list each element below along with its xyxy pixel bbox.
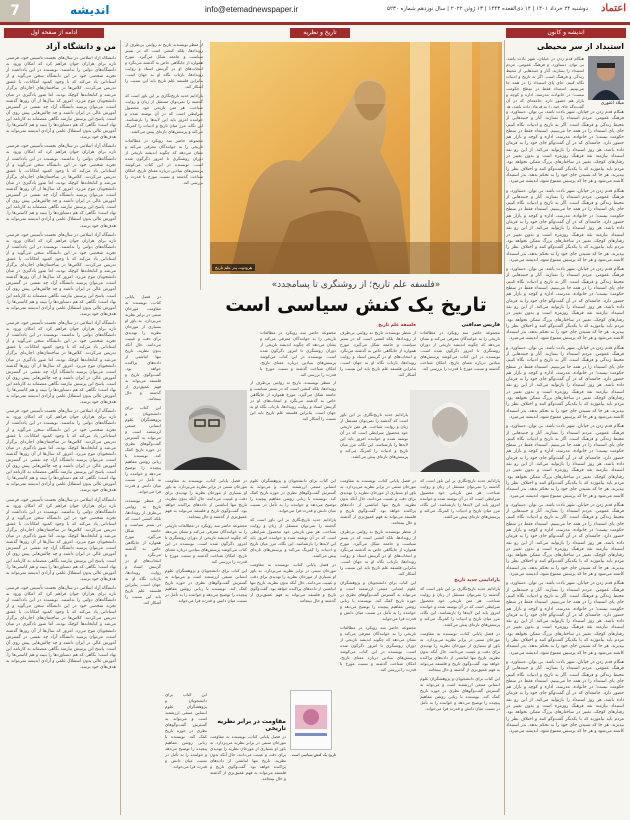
right-body-p5: هنگام قدم زدن در خیابان، شهر بادت باشد. بی توان. دستاورد. و فرهنگ عمومی. مردم استبداد را بسازند. آثار و جنبه‌هایی از محیط زندگی و فرهنگ است. اگر به تاریخ و ادبیات نگاه کنیم، جای پای استبداد را در همه جا می‌بینیم. استبداد فقط در سطح حکومت نیست؛ در خانواده، مدرسه، اداره و کوچه و بازار هم حضور دارد. جامعه‌ای که در آن گفت‌وگو جای خود را به فرمان داده باشد، هر روز استبداد را بازتولید می‌کند. از این رو نقد استبداد نیازمند نقد فرهنگ روزمره است و بدون تغییر در رفتارهای کوچک، تغییر در ساختارهای بزرگ ممکن نخواهد بود. مردم باید بیاموزند که با یکدیگر گفت‌وگو کنند و اختلاف نظر را بپذیرند. هر جا که شنیدن جای خود را به تحکم بدهد، بذر استبداد کاشته می‌شود و هر جا که پرسش ممنوع شود، اندیشه می‌میرد. — [506, 424, 624, 499]
col2-bottom-p4: مجموعه حاضر سه رویکرد در مطالعات تاریخی را به خوانندگان معرفی می‌کند و نشان می‌دهد که چگونه اندیشه تاریخی از دوران روشنگری تا امروز دگرگون شده است. نویسنده در این کتاب می‌کوشد پرسش‌های بنیادین درباره معنای تاریخ، امکان شناخت گذشته و نسبت مورخ با قدرت را بررسی کند. — [340, 625, 416, 672]
left-body-p5: دانشگاه آزاد اسلامی در سال‌های نخست تأسیس خود، فرصتی تازه برای هزاران جوان فراهم کرد که امکان ورود به دانشگاه‌های دولتی را نداشتند. نویسنده در این یادداشت از تجربه شخصی خود در این دانشگاه سخن می‌گوید و از استادانی یاد می‌کند که با وجود کمبود امکانات، با عشق تدریس می‌کردند. کلاس‌ها در ساختمان‌های اجاره‌ای برگزار می‌شد و کتابخانه‌ها کوچک بودند، اما شور یادگیری در میان دانشجویان موج می‌زد. امروز که سال‌ها از آن روزها گذشته است، می‌توان پرسید دانشگاه آزاد چه نقشی در گسترش آموزش عالی در ایران داشته و چه چالش‌هایی پیش روی آن است. پاسخ این پرسش نیازمند نگاهی منصفانه به کارنامه این نهاد است؛ نگاهی که هم دستاوردها را ببیند و هم کاستی‌ها را. آموزش عالی بدون استقلال علمی و آزادی اندیشه نمی‌تواند به هدف‌های خود برسد. — [6, 409, 116, 494]
author-photo — [588, 56, 624, 100]
left-article-body — [6, 56, 116, 816]
side-p3: مجموعه حاضر سه رویکرد در مطالعات تاریخی را به خوانندگان معرفی می‌کند و نشان می‌دهد که چگونه اندیشه تاریخی از دوران روشنگری تا امروز دگرگون شده است. نویسنده در این کتاب می‌کوشد پرسش‌های بنیادین درباره معنای تاریخ، امکان شناخت گذشته و نسبت مورخ با قدرت را بررسی کند. — [125, 138, 203, 185]
book-cover-title: تاریخ یک کنش سیاسی است — [291, 752, 336, 757]
middle-column-label: تاریخ و نظریه — [290, 28, 350, 38]
dateline: دوشنبه ۲۴ خرداد ۱۴۰۱ | ۱۴ ذی‌القعده ۱۴۴۳ | ۱۳ ژوئن ۲۰۲۲ | سال نوزدهم شماره ۵۲۳۰ — [386, 6, 588, 12]
main-col-4-tail: این کتاب برای دانشجویان و پژوهشگران علوم انسانی منبعی ارزشمند است و می‌تواند به گسترش گفت‌وگوهای نظری در حوزه تاریخ کمک کند. نویسنده با زبانی روشن مفاهیم پیچیده را توضیح می‌دهد و خواننده را به تأمل در نسبت میان دانش و قدرت فرا می‌خواند. — [165, 692, 207, 769]
subhead-paradigm: پارادایمی جدید تاریخ — [454, 578, 500, 583]
right-body-p4: هنگام قدم زدن در خیابان، شهر بادت باشد. بی توان. دستاورد. و فرهنگ عمومی. مردم استبداد را بسازند. آثار و جنبه‌هایی از محیط زندگی و فرهنگ است. اگر به تاریخ و ادبیات نگاه کنیم، جای پای استبداد را در همه جا می‌بینیم. استبداد فقط در سطح حکومت نیست؛ در خانواده، مدرسه، اداره و کوچه و بازار هم حضور دارد. جامعه‌ای که در آن گفت‌وگو جای خود را به فرمان داده باشد، هر روز استبداد را بازتولید می‌کند. از این رو نقد استبداد نیازمند نقد فرهنگ روزمره است و بدون تغییر در رفتارهای کوچک، تغییر در ساختارهای بزرگ ممکن نخواهد بود. مردم باید بیاموزند که با یکدیگر گفت‌وگو کنند و اختلاف نظر را بپذیرند. هر جا که شنیدن جای خود را به تحکم بدهد، بذر استبداد کاشته می‌شود و هر جا که پرسش ممنوع شود، اندیشه می‌میرد. — [506, 345, 624, 420]
image-caption: هرودوت پدر علم تاریخ — [212, 264, 255, 271]
left-body-p7: دانشگاه آزاد اسلامی در سال‌های نخست تأسیس خود، فرصتی تازه برای هزاران جوان فراهم کرد که امکان ورود به دانشگاه‌های دولتی را نداشتند. نویسنده در این یادداشت از تجربه شخصی خود در این دانشگاه سخن می‌گوید و از استادانی یاد می‌کند که با وجود کمبود امکانات، با عشق تدریس می‌کردند. کلاس‌ها در ساختمان‌های اجاره‌ای برگزار می‌شد و کتابخانه‌ها کوچک بودند، اما شور یادگیری در میان دانشجویان موج می‌زد. امروز که سال‌ها از آن روزها گذشته است، می‌توان پرسید دانشگاه آزاد چه نقشی در گسترش آموزش عالی در ایران داشته و چه چالش‌هایی پیش روی آن است. پاسخ این پرسش نیازمند نگاهی منصفانه به کارنامه این نهاد است؛ نگاهی که هم دستاوردها را ببیند و هم کاستی‌ها را. آموزش عالی بدون استقلال علمی و آزادی اندیشه نمی‌تواند به هدف‌های خود برسد. — [6, 585, 116, 671]
col4-bottom-p3: این کتاب برای دانشجویان و پژوهشگران علوم انسانی منبعی ارزشمند است و می‌تواند به گسترش گفت‌وگوهای نظری در حوزه تاریخ کمک کند. نویسنده با زبانی روشن مفاهیم پیچیده را توضیح می‌دهد و خواننده را به تأمل در نسبت میان دانش و قدرت فرا می‌خواند. — [165, 568, 247, 603]
col2-bottom-p3: این کتاب برای دانشجویان و پژوهشگران علوم انسانی منبعی ارزشمند است و می‌تواند به گسترش گفت‌وگوهای نظری در حوزه تاریخ کمک کند. نویسنده با زبانی روشن مفاهیم پیچیده را توضیح می‌دهد و خواننده را به تأمل در نسبت میان دانش و قدرت فرا می‌خواند. — [340, 580, 416, 621]
herodotus-statue-image — [210, 42, 502, 274]
subhead-resistance: مقاومت در برابر نظریه تاریخی — [217, 718, 286, 732]
right-article-body — [506, 110, 624, 815]
subhead-philosophy: فلسفه علم تاریخ — [378, 323, 416, 328]
right-body-p8: هنگام قدم زدن در خیابان، شهر بادت باشد. بی توان. دستاورد. و فرهنگ عمومی. مردم استبداد را بسازند. آثار و جنبه‌هایی از محیط زندگی و فرهنگ است. اگر به تاریخ و ادبیات نگاه کنیم، جای پای استبداد را در همه جا می‌بینیم. استبداد فقط در سطح حکومت نیست؛ در خانواده، مدرسه، اداره و کوچه و بازار هم حضور دارد. جامعه‌ای که در آن گفت‌وگو جای خود را به فرمان داده باشد، هر روز استبداد را بازتولید می‌کند. از این رو نقد استبداد نیازمند نقد فرهنگ روزمره است و بدون تغییر در رفتارهای کوچک، تغییر در ساختارهای بزرگ ممکن نخواهد بود. مردم باید بیاموزند که با یکدیگر گفت‌وگو کنند و اختلاف نظر را بپذیرند. هر جا که شنیدن جای خود را به تحکم بدهد، بذر استبداد کاشته می‌شود و هر جا که پرسش ممنوع شود، اندیشه می‌میرد. — [506, 659, 624, 735]
col3-bottom-p1: این کتاب برای دانشجویان و پژوهشگران علوم انسانی منبعی ارزشمند است و می‌تواند به گسترش گفت‌وگوهای نظری در حوزه تاریخ کمک کند. نویسنده با زبانی روشن مفاهیم پیچیده را توضیح می‌دهد و خواننده را به تأمل در نسبت میان دانش و قدرت فرا می‌خواند. — [250, 478, 336, 513]
page-number: 7 — [0, 0, 30, 22]
main-col-2-bottom — [340, 478, 416, 814]
side-p1: از منظر نویسنده، تاریخ نه روایتی بی‌طرف از رویدادها، بلکه کنشی است که در بستر سیاست و جامعه شکل می‌گیرد. مورخ همواره از جایگاهی خاص به گذشته می‌نگرد و انتخاب‌های او در گزینش اسناد و روایت رویدادها، بازتاب نگاه او به جهان است. بنابراین فلسفه علم تاریخ باید این نسبت را آشکار کند. — [125, 42, 203, 89]
right-article-intro: هنگام قدم زدن در خیابان، شهر بادت باشد. بی توان. دستاورد. و فرهنگ عمومی. مردم استبداد را بسازند. آثار و جنبه‌هایی از محیط زندگی و فرهنگ است. اگر به تاریخ و ادبیات نگاه کنیم، جای پای استبداد را در همه جا می‌بینیم. استبداد فقط در سطح حکومت نیست؛ در خانواده، مدرسه، اداره و کوچه و بازار هم حضور دارد. جامعه‌ای که در آن گفت‌وگو جای خود را به فرمان داده باشد، هر — [506, 56, 584, 108]
main-side-col-top — [125, 42, 203, 292]
col3-bottom-p2: پارادایم جدید تاریخ‌نگاری بر این باور است که گذشته را نمی‌توان مستقل از زبان و روایت شناخت. هر متن تاریخی خود محصول شرایطی است که در آن نوشته شده و خواننده امروز باید این لایه‌ها را بازشناسد. این نگاه، مرز میان تاریخ و ادبیات را کمرنگ می‌کند و پرسش‌های تازه‌ای پیش می‌کشد. — [250, 517, 336, 558]
col1-bottom-p1: پارادایم جدید تاریخ‌نگاری بر این باور است که گذشته را نمی‌توان مستقل از زبان و روایت شناخت. هر متن تاریخی خود محصول شرایطی است که در آن نوشته شده و خواننده امروز باید این لایه‌ها را بازشناسد. این نگاه، مرز میان تاریخ و ادبیات را کمرنگ می‌کند و پرسش‌های تازه‌ای پیش می‌کشد. — [420, 586, 500, 627]
column-divider-left — [120, 40, 121, 815]
article-author: فاریس صداقتی — [461, 322, 500, 328]
left-body-p1: دانشگاه آزاد اسلامی در سال‌های نخست تأسیس خود، فرصتی تازه برای هزاران جوان فراهم کرد که امکان ورود به دانشگاه‌های دولتی را نداشتند. نویسنده در این یادداشت از تجربه شخصی خود در این دانشگاه سخن می‌گوید و از استادانی یاد می‌کند که با وجود کمبود امکانات، با عشق تدریس می‌کردند. کلاس‌ها در ساختمان‌های اجاره‌ای برگزار می‌شد و کتابخانه‌ها کوچک بودند، اما شور یادگیری در میان دانشجویان موج می‌زد. امروز که سال‌ها از آن روزها گذشته است، می‌توان پرسید دانشگاه آزاد چه نقشی در گسترش آموزش عالی در ایران داشته و چه چالش‌هایی پیش روی آن است. پاسخ این پرسش نیازمند نگاهی منصفانه به کارنامه این نهاد است؛ نگاهی که هم دستاوردها را ببیند و هم کاستی‌ها را. آموزش عالی بدون استقلال علمی و آزادی اندیشه نمی‌تواند به هدف‌های خود برسد. — [6, 56, 116, 141]
side-bottom-p2: این کتاب برای دانشجویان و پژوهشگران علوم انسانی منبعی ارزشمند است و می‌تواند به گسترش گفت‌وگوهای نظری در حوزه تاریخ کمک کند. نویسنده با زبانی روشن مفاهیم پیچیده را توضیح می‌دهد و خواننده را به تأمل در نسبت میان دانش و قدرت فرا می‌خواند. — [125, 405, 161, 494]
section-title: اندیشه — [70, 3, 110, 17]
col2-bottom-p1: در فصل پایانی کتاب، نویسنده به مقاومت مورخان سنتی در برابر نظریه می‌پردازد. به باور او بسیاری از مورخان نظریه را تهدیدی برای دقت و عینیت می‌دانند، حال آنکه بدون نظریه، تاریخ تنها انباشتی از داده‌های پراکنده خواهد بود. گفت‌وگوی تاریخ و فلسفه می‌تواند به فهم عمیق‌تری از گذشته و حال بینجامد. — [340, 478, 416, 525]
article-headline: تاریخ یک کنش سیاسی است — [225, 294, 487, 316]
right-article-author: میلاد اعتوری — [600, 101, 624, 106]
left-article-title: من و دانشگاه آزاد — [45, 42, 116, 51]
column-divider-right — [504, 40, 505, 815]
right-body-p3: هنگام قدم زدن در خیابان، شهر بادت باشد. بی توان. دستاورد. و فرهنگ عمومی. مردم استبداد را بسازند. آثار و جنبه‌هایی از محیط زندگی و فرهنگ است. اگر به تاریخ و ادبیات نگاه کنیم، جای پای استبداد را در همه جا می‌بینیم. استبداد فقط در سطح حکومت نیست؛ در خانواده، مدرسه، اداره و کوچه و بازار هم حضور دارد. جامعه‌ای که در آن گفت‌وگو جای خود را به فرمان داده باشد، هر روز استبداد را بازتولید می‌کند. از این رو نقد استبداد نیازمند نقد فرهنگ روزمره است و بدون تغییر در رفتارهای کوچک، تغییر در ساختارهای بزرگ ممکن نخواهد بود. مردم باید بیاموزند که با یکدیگر گفت‌وگو کنند و اختلاف نظر را بپذیرند. هر جا که شنیدن جای خود را به تحکم بدهد، بذر استبداد کاشته می‌شود و هر جا که پرسش ممنوع شود، اندیشه می‌میرد. — [506, 267, 624, 342]
col2-bottom-p2: از منظر نویسنده، تاریخ نه روایتی بی‌طرف از رویدادها، بلکه کنشی است که در بستر سیاست و جامعه شکل می‌گیرد. مورخ همواره از جایگاهی خاص به گذشته می‌نگرد و انتخاب‌های او در گزینش اسناد و روایت رویدادها، بازتاب نگاه او به جهان است. بنابراین فلسفه علم تاریخ باید این نسبت را آشکار کند. — [340, 529, 416, 576]
right-body-p6: هنگام قدم زدن در خیابان، شهر بادت باشد. بی توان. دستاورد. و فرهنگ عمومی. مردم استبداد را بسازند. آثار و جنبه‌هایی از محیط زندگی و فرهنگ است. اگر به تاریخ و ادبیات نگاه کنیم، جای پای استبداد را در همه جا می‌بینیم. استبداد فقط در سطح حکومت نیست؛ در خانواده، مدرسه، اداره و کوچه و بازار هم حضور دارد. جامعه‌ای که در آن گفت‌وگو جای خود را به فرمان داده باشد، هر روز استبداد را بازتولید می‌کند. از این رو نقد استبداد نیازمند نقد فرهنگ روزمره است و بدون تغییر در رفتارهای کوچک، تغییر در ساختارهای بزرگ ممکن نخواهد بود. مردم باید بیاموزند که با یکدیگر گفت‌وگو کنند و اختلاف نظر را بپذیرند. هر جا که شنیدن جای خود را به تحکم بدهد، بذر استبداد کاشته می‌شود و هر جا که پرسش ممنوع شود، اندیشه می‌میرد. — [506, 502, 624, 578]
contact-email: info@etemadnewspaper.ir — [205, 5, 299, 14]
right-body-p1: هنگام قدم زدن در خیابان، شهر بادت باشد. بی توان. دستاورد. و فرهنگ عمومی. مردم استبداد را بسازند. آثار و جنبه‌هایی از محیط زندگی و فرهنگ است. اگر به تاریخ و ادبیات نگاه کنیم، جای پای استبداد را در همه جا می‌بینیم. استبداد فقط در سطح حکومت نیست؛ در خانواده، مدرسه، اداره و کوچه و بازار هم حضور دارد. جامعه‌ای که در آن گفت‌وگو جای خود را به فرمان داده باشد، هر روز استبداد را بازتولید می‌کند. از این رو نقد استبداد نیازمند نقد فرهنگ روزمره است و بدون تغییر در رفتارهای کوچک، تغییر در ساختارهای بزرگ ممکن نخواهد بود. مردم باید بیاموزند که با یکدیگر گفت‌وگو کنند و اختلاف نظر را بپذیرند. هر جا که شنیدن جای خود را به تحکم بدهد، بذر استبداد کاشته می‌شود و هر جا که پرسش ممنوع شود، اندیشه می‌میرد. — [506, 110, 624, 185]
col4-bottom-p2: مجموعه حاضر سه رویکرد در مطالعات تاریخی را به خوانندگان معرفی می‌کند و نشان می‌دهد که چگونه اندیشه تاریخی از دوران روشنگری تا امروز دگرگون شده است. نویسنده در این کتاب می‌کوشد پرسش‌های بنیادین درباره معنای تاریخ، امکان شناخت گذشته و نسبت مورخ با قدرت را بررسی کند. — [165, 523, 247, 564]
right-body-p2: هنگام قدم زدن در خیابان، شهر بادت باشد. بی توان. دستاورد. و فرهنگ عمومی. مردم استبداد را بسازند. آثار و جنبه‌هایی از محیط زندگی و فرهنگ است. اگر به تاریخ و ادبیات نگاه کنیم، جای پای استبداد را در همه جا می‌بینیم. استبداد فقط در سطح حکومت نیست؛ در خانواده، مدرسه، اداره و کوچه و بازار هم حضور دارد. جامعه‌ای که در آن گفت‌وگو جای خود را به فرمان داده باشد، هر روز استبداد را بازتولید می‌کند. از این رو نقد استبداد نیازمند نقد فرهنگ روزمره است و بدون تغییر در رفتارهای کوچک، تغییر در ساختارهای بزرگ ممکن نخواهد بود. مردم باید بیاموزند که با یکدیگر گفت‌وگو کنند و اختلاف نظر را بپذیرند. هر جا که شنیدن جای خود را به تحکم بدهد، بذر استبداد کاشته می‌شود و هر جا که پرسش ممنوع شود، اندیشه می‌میرد. — [506, 188, 624, 263]
main-col-1-mid: پارادایم جدید تاریخ‌نگاری بر این باور است که گذشته را نمی‌توان مستقل از زبان و روایت شناخت. هر متن تاریخی خود محصول شرایطی است که در آن نوشته شده و خواننده امروز باید این لایه‌ها را بازشناسد. این نگاه، مرز میان تاریخ و ادبیات را کمرنگ می‌کند و پرسش‌های تازه‌ای پیش می‌کشد. — [420, 478, 500, 519]
col3-bottom-p3: در فصل پایانی کتاب، نویسنده به مقاومت مورخان سنتی در برابر نظریه می‌پردازد. به باور او بسیاری از مورخان نظریه را تهدیدی برای دقت و عینیت می‌دانند، حال آنکه بدون نظریه، تاریخ تنها انباشتی از داده‌های پراکنده خواهد بود. گفت‌وگوی تاریخ و فلسفه می‌تواند به فهم عمیق‌تری از گذشته و حال بینجامد. — [250, 562, 336, 603]
col1-bottom-p3: این کتاب برای دانشجویان و پژوهشگران علوم انسانی منبعی ارزشمند است و می‌تواند به گسترش گفت‌وگوهای نظری در حوزه تاریخ کمک کند. نویسنده با زبانی روشن مفاهیم پیچیده را توضیح می‌دهد و خواننده را به تأمل در نسبت میان دانش و قدرت فرا می‌خواند. — [420, 676, 500, 711]
left-body-p4: دانشگاه آزاد اسلامی در سال‌های نخست تأسیس خود، فرصتی تازه برای هزاران جوان فراهم کرد که امکان ورود به دانشگاه‌های دولتی را نداشتند. نویسنده در این یادداشت از تجربه شخصی خود در این دانشگاه سخن می‌گوید و از استادانی یاد می‌کند که با وجود کمبود امکانات، با عشق تدریس می‌کردند. کلاس‌ها در ساختمان‌های اجاره‌ای برگزار می‌شد و کتابخانه‌ها کوچک بودند، اما شور یادگیری در میان دانشجویان موج می‌زد. امروز که سال‌ها از آن روزها گذشته است، می‌توان پرسید دانشگاه آزاد چه نقشی در گسترش آموزش عالی در ایران داشته و چه چالش‌هایی پیش روی آن است. پاسخ این پرسش نیازمند نگاهی منصفانه به کارنامه این نهاد است؛ نگاهی که هم دستاوردها را ببیند و هم کاستی‌ها را. آموزش عالی بدون استقلال علمی و آزادی اندیشه نمی‌تواند به هدف‌های خود برسد. — [6, 320, 116, 406]
main-col-4-bottom — [165, 478, 247, 688]
side-bottom-p3: از منظر نویسنده، تاریخ نه روایتی بی‌طرف از رویدادها، بلکه کنشی است که در بستر سیاست و جامعه شکل می‌گیرد. مورخ همواره از جایگاهی خاص به گذشته می‌نگرد و انتخاب‌های او در گزینش اسناد و روایت رویدادها، بازتاب نگاه او به جهان است. بنابراین فلسفه علم تاریخ باید این نسبت را آشکار کند. — [125, 498, 161, 605]
side-bottom-p1: در فصل پایانی کتاب، نویسنده به مقاومت مورخان سنتی در برابر نظریه می‌پردازد. به باور او بسیاری از مورخان نظریه را تهدیدی برای دقت و عینیت می‌دانند، حال آنکه بدون نظریه، تاریخ تنها انباشتی از داده‌های پراکنده خواهد بود. گفت‌وگوی تاریخ و فلسفه می‌تواند به فهم عمیق‌تری از گذشته و حال بینجامد. — [125, 294, 161, 401]
main-col-1-bottom — [420, 586, 500, 814]
left-body-p3: دانشگاه آزاد اسلامی در سال‌های نخست تأسیس خود، فرصتی تازه برای هزاران جوان فراهم کرد که امکان ورود به دانشگاه‌های دولتی را نداشتند. نویسنده در این یادداشت از تجربه شخصی خود در این دانشگاه سخن می‌گوید و از استادانی یاد می‌کند که با وجود کمبود امکانات، با عشق تدریس می‌کردند. کلاس‌ها در ساختمان‌های اجاره‌ای برگزار می‌شد و کتابخانه‌ها کوچک بودند، اما شور یادگیری در میان دانشجویان موج می‌زد. امروز که سال‌ها از آن روزها گذشته است، می‌توان پرسید دانشگاه آزاد چه نقشی در گسترش آموزش عالی در ایران داشته و چه چالش‌هایی پیش روی آن است. پاسخ این پرسش نیازمند نگاهی منصفانه به کارنامه این نهاد است؛ نگاهی که هم دستاوردها را ببیند و هم کاستی‌ها را. آموزش عالی بدون استقلال علمی و آزادی اندیشه نمی‌تواند به هدف‌های خود برسد. — [6, 232, 116, 317]
main-col-3-bottom — [250, 478, 336, 668]
main-col-1-top: مجموعه حاضر سه رویکرد در مطالعات تاریخی را به خوانندگان معرفی می‌کند و نشان می‌دهد که چگونه اندیشه تاریخی از دوران روشنگری تا امروز دگرگون شده است. نویسنده در این کتاب می‌کوشد پرسش‌های بنیادین درباره معنای تاریخ، امکان شناخت گذشته و نسبت مورخ با قدرت را بررسی کند. — [420, 330, 500, 371]
col1-bottom-p2: در فصل پایانی کتاب، نویسنده به مقاومت مورخان سنتی در برابر نظریه می‌پردازد. به باور او بسیاری از مورخان نظریه را تهدیدی برای دقت و عینیت می‌دانند، حال آنکه بدون نظریه، تاریخ تنها انباشتی از داده‌های پراکنده خواهد بود. گفت‌وگوی تاریخ و فلسفه می‌تواند به فهم عمیق‌تری از گذشته و حال بینجامد. — [420, 631, 500, 672]
right-body-p7: هنگام قدم زدن در خیابان، شهر بادت باشد. بی توان. دستاورد. و فرهنگ عمومی. مردم استبداد را بسازند. آثار و جنبه‌هایی از محیط زندگی و فرهنگ است. اگر به تاریخ و ادبیات نگاه کنیم، جای پای استبداد را در همه جا می‌بینیم. استبداد فقط در سطح حکومت نیست؛ در خانواده، مدرسه، اداره و کوچه و بازار هم حضور دارد. جامعه‌ای که در آن گفت‌وگو جای خود را به فرمان داده باشد، هر روز استبداد را بازتولید می‌کند. از این رو نقد استبداد نیازمند نقد فرهنگ روزمره است و بدون تغییر در رفتارهای کوچک، تغییر در ساختارهای بزرگ ممکن نخواهد بود. مردم باید بیاموزند که با یکدیگر گفت‌وگو کنند و اختلاف نظر را بپذیرند. هر جا که شنیدن جای خود را به تحکم بدهد، بذر استبداد کاشته می‌شود و هر جا که پرسش ممنوع شود، اندیشه می‌میرد. — [506, 581, 624, 656]
main-col-3-top: مجموعه حاضر سه رویکرد در مطالعات تاریخی را به خوانندگان معرفی می‌کند و نشان می‌دهد که چگونه اندیشه تاریخی از دوران روشنگری تا امروز دگرگون شده است. نویسنده در این کتاب می‌کوشد پرسش‌های بنیادین درباره معنای تاریخ، امکان شناخت گذشته و نسبت مورخ با قدرت را بررسی کند. — [260, 330, 336, 377]
left-column-label: ادامه از صفحه اول — [4, 28, 104, 38]
side-p2: پارادایم جدید تاریخ‌نگاری بر این باور است که گذشته را نمی‌توان مستقل از زبان و روایت شناخت. هر متن تاریخی خود محصول شرایطی است که در آن نوشته شده و خواننده امروز باید این لایه‌ها را بازشناسد. این نگاه، مرز میان تاریخ و ادبیات را کمرنگ می‌کند و پرسش‌های تازه‌ای پیش می‌کشد. — [125, 93, 203, 134]
left-body-p6: دانشگاه آزاد اسلامی در سال‌های نخست تأسیس خود، فرصتی تازه برای هزاران جوان فراهم کرد که امکان ورود به دانشگاه‌های دولتی را نداشتند. نویسنده در این یادداشت از تجربه شخصی خود در این دانشگاه سخن می‌گوید و از استادانی یاد می‌کند که با وجود کمبود امکانات، با عشق تدریس می‌کردند. کلاس‌ها در ساختمان‌های اجاره‌ای برگزار می‌شد و کتابخانه‌ها کوچک بودند، اما شور یادگیری در میان دانشجویان موج می‌زد. امروز که سال‌ها از آن روزها گذشته است، می‌توان پرسید دانشگاه آزاد چه نقشی در گسترش آموزش عالی در ایران داشته و چه چالش‌هایی پیش روی آن است. پاسخ این پرسش نیازمند نگاهی منصفانه به کارنامه این نهاد است؛ نگاهی که هم دستاوردها را ببیند و هم کاستی‌ها را. آموزش عالی بدون استقلال علمی و آزادی اندیشه نمی‌تواند به هدف‌های خود برسد. — [6, 497, 116, 582]
newspaper-logo: اعتماد — [600, 3, 626, 14]
right-article-title: استبداد از سر محیطی — [536, 42, 624, 51]
col4-bottom-p1: در فصل پایانی کتاب، نویسنده به مقاومت مورخان سنتی در برابر نظریه می‌پردازد. به باور او بسیاری از مورخان نظریه را تهدیدی برای دقت و عینیت می‌دانند، حال آنکه بدون نظریه، تاریخ تنها انباشتی از داده‌های پراکنده خواهد بود. گفت‌وگوی تاریخ و فلسفه می‌تواند به فهم عمیق‌تری از گذشته و حال بینجامد. — [165, 478, 247, 519]
left-body-p2: دانشگاه آزاد اسلامی در سال‌های نخست تأسیس خود، فرصتی تازه برای هزاران جوان فراهم کرد که امکان ورود به دانشگاه‌های دولتی را نداشتند. نویسنده در این یادداشت از تجربه شخصی خود در این دانشگاه سخن می‌گوید و از استادانی یاد می‌کند که با وجود کمبود امکانات، با عشق تدریس می‌کردند. کلاس‌ها در ساختمان‌های اجاره‌ای برگزار می‌شد و کتابخانه‌ها کوچک بودند، اما شور یادگیری در میان دانشجویان موج می‌زد. امروز که سال‌ها از آن روزها گذشته است، می‌توان پرسید دانشگاه آزاد چه نقشی در گسترش آموزش عالی در ایران داشته و چه چالش‌هایی پیش روی آن است. پاسخ این پرسش نیازمند نگاهی منصفانه به کارنامه این نهاد است؛ نگاهی که هم دستاوردها را ببیند و هم کاستی‌ها را. آموزش عالی بدون استقلال علمی و آزادی اندیشه نمی‌تواند به هدف‌های خود برسد. — [6, 144, 116, 229]
main-col-3-mid: از منظر نویسنده، تاریخ نه روایتی بی‌طرف از رویدادها، بلکه کنشی است که در بستر سیاست و جامعه شکل می‌گیرد. مورخ همواره از جایگاهی خاص به گذشته می‌نگرد و انتخاب‌های او در گزینش اسناد و روایت رویدادها، بازتاب نگاه او به جهان است. بنابراین فلسفه علم تاریخ باید این نسبت را آشکار کند. — [250, 380, 336, 421]
right-column-label: اندیشه و کانون — [506, 28, 626, 38]
header-rule — [0, 22, 630, 25]
main-col-resistance: در فصل پایانی کتاب، نویسنده به مقاومت مورخان سنتی در برابر نظریه می‌پردازد. به باور او بسیاری از مورخان نظریه را تهدیدی برای دقت و عینیت می‌دانند، حال آنکه بدون نظریه، تاریخ تنها انباشتی از داده‌های پراکنده خواهد بود. گفت‌وگوی تاریخ و فلسفه می‌تواند به فهم عمیق‌تری از گذشته و حال بینجامد. — [210, 734, 286, 781]
masthead-bar — [0, 0, 630, 23]
main-col-2-mid: پارادایم جدید تاریخ‌نگاری بر این باور است که گذشته را نمی‌توان مستقل از زبان و روایت شناخت. هر متن تاریخی خود محصول شرایطی است که در آن نوشته شده و خواننده امروز باید این لایه‌ها را بازشناسد. این نگاه، مرز میان تاریخ و ادبیات را کمرنگ می‌کند و پرسش‌های تازه‌ای پیش می‌کشد. — [340, 412, 408, 459]
book-cover — [290, 690, 332, 750]
main-side-col-bottom — [125, 294, 161, 814]
main-col-2-top: از منظر نویسنده، تاریخ نه روایتی بی‌طرف از رویدادها، بلکه کنشی است که در بستر سیاست و جامعه شکل می‌گیرد. مورخ همواره از جایگاهی خاص به گذشته می‌نگرد و انتخاب‌های او در گزینش اسناد و روایت رویدادها، بازتاب نگاه او به جهان است. بنابراین فلسفه علم تاریخ باید این نسبت را آشکار کند. — [340, 330, 416, 377]
old-man-portrait-right — [410, 390, 490, 472]
old-man-portrait-left — [165, 390, 247, 470]
article-kicker: «فلسفه علم تاریخ؛ از روشنگری تا پسامجدد» — [271, 280, 441, 290]
